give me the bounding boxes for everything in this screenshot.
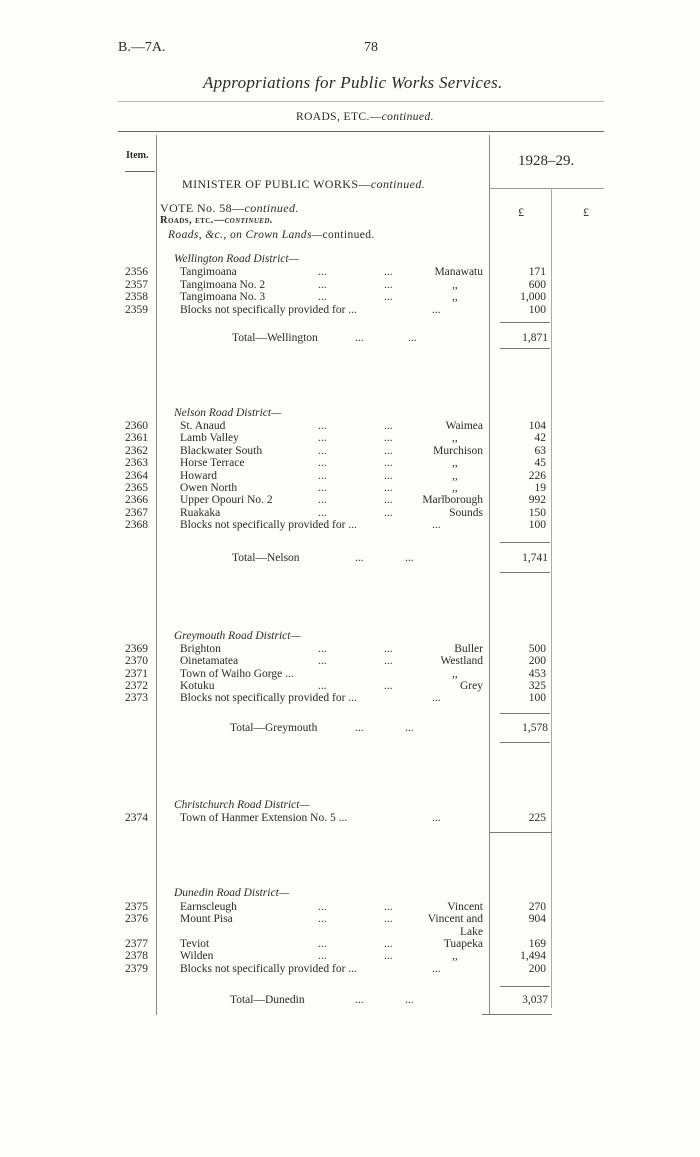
nelson-road-name: Howard bbox=[180, 469, 218, 482]
greymouth-amount: 100 bbox=[528, 692, 546, 705]
nelson-item-number: 2360 bbox=[125, 420, 148, 432]
greymouth-amount: 453 bbox=[528, 667, 546, 680]
wellington-item-number: 2356 bbox=[125, 266, 148, 278]
minister-heading: MINISTER OF PUBLIC WORKS—continued. bbox=[182, 177, 426, 191]
wellington-county: ,, bbox=[452, 278, 458, 291]
greymouth-leader-dots: ... bbox=[384, 643, 393, 655]
wellington-county: ,, bbox=[452, 291, 458, 304]
year-header-rule bbox=[490, 188, 604, 189]
dunedin-item-number: 2375 bbox=[125, 901, 148, 913]
nelson-item-number: 2363 bbox=[125, 457, 148, 470]
dunedin-leader-dots: ... bbox=[384, 937, 393, 950]
dunedin-county: ,, bbox=[452, 950, 458, 963]
table-top-rule bbox=[118, 131, 604, 132]
nelson-heading: Nelson Road District— bbox=[174, 407, 282, 419]
nelson-leader-dots: ... bbox=[384, 420, 393, 432]
nelson-total-dots-2: ... bbox=[405, 552, 414, 564]
nelson-item-number: 2361 bbox=[125, 432, 148, 445]
dunedin-leader-dots: ... bbox=[384, 950, 393, 963]
dunedin-road-name: Wilden bbox=[180, 950, 214, 963]
nelson-road-name: Blackwater South bbox=[180, 444, 263, 457]
nelson-road-name: Lamb Valley bbox=[180, 432, 239, 445]
wellington-county: ... bbox=[432, 303, 441, 316]
nelson-county: Murchison bbox=[433, 444, 483, 457]
item-header-rule bbox=[125, 171, 155, 172]
greymouth-road-name: Blocks not specifically provided for ... bbox=[180, 692, 357, 705]
nelson-item-number: 2362 bbox=[125, 444, 148, 457]
greymouth-total-underline bbox=[500, 742, 550, 743]
nelson-total-dots-1: ... bbox=[355, 552, 364, 564]
greymouth-county: ,, bbox=[452, 667, 458, 680]
dunedin-item-number: 2379 bbox=[125, 962, 148, 975]
item-column-header: Item. bbox=[126, 150, 149, 161]
dunedin-road-name: Earnscleugh bbox=[180, 901, 237, 913]
wellington-road-name: Tangimoana No. 3 bbox=[180, 291, 266, 304]
nelson-amount: 104 bbox=[528, 420, 546, 432]
amount-column-divider bbox=[551, 188, 552, 1008]
dunedin-total-dots-1: ... bbox=[355, 994, 364, 1006]
wellington-road-name: Blocks not specifically provided for ... bbox=[180, 303, 357, 316]
nelson-leader-dots: ... bbox=[384, 432, 393, 445]
nelson-leader-dots: ... bbox=[384, 494, 393, 507]
dunedin-amount: 169 bbox=[528, 937, 546, 950]
nelson-amount: 150 bbox=[528, 506, 546, 519]
nelson-county: Marlborough bbox=[422, 494, 483, 507]
section-subtitle: ROADS, ETC.—continued. bbox=[296, 111, 434, 123]
nelson-county: ... bbox=[432, 519, 441, 532]
dunedin-road-name: Mount Pisa bbox=[180, 913, 233, 926]
dunedin-total-dots-2: ... bbox=[405, 994, 414, 1006]
dunedin-item-number: 2378 bbox=[125, 950, 148, 963]
roads-heading: Roads, etc.—continued. bbox=[160, 215, 273, 226]
wellington-amount: 171 bbox=[528, 266, 546, 278]
nelson-amount: 100 bbox=[528, 519, 546, 532]
greymouth-road-name: Oinetamatea bbox=[180, 655, 239, 668]
wellington-total-underline bbox=[500, 348, 550, 349]
greymouth-county: Westland bbox=[440, 655, 483, 668]
greymouth-road-name: Town of Waiho Gorge ... bbox=[180, 667, 294, 680]
greymouth-total-dots-1: ... bbox=[355, 722, 364, 734]
page-title: Appropriations for Public Works Services. bbox=[203, 73, 503, 92]
year-column-header: 1928–29. bbox=[518, 153, 575, 169]
wellington-item-number: 2357 bbox=[125, 278, 148, 291]
nelson-leader-dots: ... bbox=[318, 432, 327, 445]
nelson-county: Waimea bbox=[445, 420, 483, 432]
page-number: 78 bbox=[364, 40, 378, 55]
wellington-leader-dots: ... bbox=[318, 266, 327, 278]
nelson-item-number: 2365 bbox=[125, 482, 148, 494]
document-reference: B.—7A. bbox=[118, 40, 166, 55]
nelson-road-name: Blocks not specifically provided for ... bbox=[180, 519, 357, 532]
nelson-amount: 63 bbox=[534, 444, 546, 457]
dunedin-total-underline bbox=[482, 1014, 552, 1015]
greymouth-total-amount: 1,578 bbox=[522, 722, 548, 734]
nelson-total-underline bbox=[500, 572, 550, 573]
dunedin-county: Vincent bbox=[447, 901, 483, 913]
nelson-leader-dots: ... bbox=[318, 506, 327, 519]
dunedin-total-label: Total—Dunedin bbox=[230, 994, 305, 1006]
nelson-item-number: 2368 bbox=[125, 519, 148, 532]
greymouth-leader-dots: ... bbox=[384, 655, 393, 668]
dunedin-total-rule bbox=[500, 986, 550, 987]
item-column-divider bbox=[156, 135, 157, 1015]
dunedin-item-number: 2377 bbox=[125, 937, 148, 950]
christchurch-amount: 225 bbox=[528, 812, 546, 824]
greymouth-heading: Greymouth Road District— bbox=[174, 630, 301, 642]
greymouth-leader-dots: ... bbox=[318, 643, 327, 655]
nelson-leader-dots: ... bbox=[384, 457, 393, 470]
dunedin-road-name: Blocks not specifically provided for ... bbox=[180, 962, 357, 975]
nelson-leader-dots: ... bbox=[318, 457, 327, 470]
dunedin-leader-dots: ... bbox=[318, 937, 327, 950]
nelson-total-label: Total—Nelson bbox=[232, 552, 300, 564]
christchurch-heading: Christchurch Road District— bbox=[174, 799, 310, 811]
dunedin-amount: 1,494 bbox=[520, 950, 546, 963]
nelson-amount: 226 bbox=[528, 469, 546, 482]
wellington-leader-dots: ... bbox=[384, 266, 393, 278]
christchurch-item-number: 2374 bbox=[125, 812, 148, 824]
crown-lands-heading: Roads, &c., on Crown Lands—continued. bbox=[168, 229, 375, 241]
wellington-item-number: 2359 bbox=[125, 303, 148, 316]
wellington-total-dots-1: ... bbox=[355, 332, 364, 344]
dunedin-amount: 200 bbox=[528, 962, 546, 975]
dunedin-amount: 270 bbox=[528, 901, 546, 913]
nelson-leader-dots: ... bbox=[384, 506, 393, 519]
wellington-heading: Wellington Road District— bbox=[174, 253, 299, 265]
wellington-amount: 100 bbox=[528, 303, 546, 316]
christchurch-county: ... bbox=[432, 812, 441, 824]
wellington-leader-dots: ... bbox=[318, 278, 327, 291]
pound-sign-1: £ bbox=[518, 205, 524, 219]
wellington-total-rule bbox=[500, 322, 550, 323]
dunedin-leader-dots: ... bbox=[318, 913, 327, 926]
greymouth-amount: 500 bbox=[528, 643, 546, 655]
dunedin-leader-dots: ... bbox=[318, 950, 327, 963]
wellington-leader-dots: ... bbox=[318, 291, 327, 304]
nelson-road-name: Upper Opouri No. 2 bbox=[180, 494, 273, 507]
nelson-county: ,, bbox=[452, 457, 458, 470]
nelson-road-name: Ruakaka bbox=[180, 506, 221, 519]
wellington-total-label: Total—Wellington bbox=[232, 332, 318, 344]
greymouth-county: Grey bbox=[460, 679, 483, 692]
greymouth-item-number: 2372 bbox=[125, 679, 148, 692]
vote-heading: VOTE No. 58—continued. bbox=[160, 201, 299, 215]
greymouth-road-name: Kotuku bbox=[180, 679, 215, 692]
nelson-county: ,, bbox=[452, 469, 458, 482]
dunedin-county: Vincent and bbox=[427, 913, 483, 926]
nelson-amount: 42 bbox=[534, 432, 546, 445]
nelson-item-number: 2367 bbox=[125, 506, 148, 519]
greymouth-item-number: 2373 bbox=[125, 692, 148, 705]
greymouth-total-rule bbox=[500, 713, 550, 714]
greymouth-total-dots-2: ... bbox=[405, 722, 414, 734]
greymouth-leader-dots: ... bbox=[318, 655, 327, 668]
greymouth-item-number: 2370 bbox=[125, 655, 148, 668]
location-column-divider bbox=[489, 135, 490, 1015]
dunedin-county: Tuapeka bbox=[443, 937, 483, 950]
nelson-item-number: 2366 bbox=[125, 494, 148, 507]
nelson-leader-dots: ... bbox=[318, 482, 327, 494]
nelson-county: ,, bbox=[452, 432, 458, 445]
dunedin-leader-dots: ... bbox=[384, 913, 393, 926]
greymouth-item-number: 2371 bbox=[125, 667, 148, 680]
wellington-amount: 600 bbox=[528, 278, 546, 291]
nelson-county: ,, bbox=[452, 482, 458, 494]
greymouth-amount: 325 bbox=[528, 679, 546, 692]
wellington-amount: 1,000 bbox=[520, 291, 546, 304]
wellington-road-name: Tangimoana No. 2 bbox=[180, 278, 266, 291]
dunedin-county: Lake bbox=[460, 925, 483, 938]
nelson-road-name: Owen North bbox=[180, 482, 238, 494]
nelson-county: Sounds bbox=[449, 506, 483, 519]
wellington-total-dots-2: ... bbox=[408, 332, 417, 344]
dunedin-heading: Dunedin Road District— bbox=[174, 887, 289, 899]
nelson-road-name: St. Anaud bbox=[180, 420, 226, 432]
greymouth-total-label: Total—Greymouth bbox=[230, 722, 318, 734]
greymouth-leader-dots: ... bbox=[384, 679, 393, 692]
greymouth-leader-dots: ... bbox=[318, 679, 327, 692]
nelson-amount: 19 bbox=[534, 482, 546, 494]
nelson-leader-dots: ... bbox=[318, 444, 327, 457]
dunedin-leader-dots: ... bbox=[318, 901, 327, 913]
nelson-leader-dots: ... bbox=[384, 444, 393, 457]
dunedin-road-name: Teviot bbox=[180, 937, 210, 950]
greymouth-county: Buller bbox=[454, 643, 483, 655]
greymouth-county: ... bbox=[432, 692, 441, 705]
christchurch-road-name: Town of Hanmer Extension No. 5 ... bbox=[180, 812, 348, 824]
nelson-amount: 45 bbox=[534, 457, 546, 470]
nelson-leader-dots: ... bbox=[318, 494, 327, 507]
greymouth-road-name: Brighton bbox=[180, 643, 221, 655]
nelson-item-number: 2364 bbox=[125, 469, 148, 482]
nelson-leader-dots: ... bbox=[384, 469, 393, 482]
greymouth-amount: 200 bbox=[528, 655, 546, 668]
christchurch-rule bbox=[490, 832, 552, 833]
dunedin-item-number: 2376 bbox=[125, 913, 148, 926]
wellington-item-number: 2358 bbox=[125, 291, 148, 304]
dunedin-amount: 904 bbox=[528, 913, 546, 926]
dunedin-leader-dots: ... bbox=[384, 901, 393, 913]
dunedin-total-amount: 3,037 bbox=[522, 994, 548, 1006]
wellington-county: Manawatu bbox=[434, 266, 483, 278]
pound-sign-2: £ bbox=[583, 205, 589, 219]
wellington-total-amount: 1,871 bbox=[522, 332, 548, 344]
nelson-total-rule bbox=[500, 542, 550, 543]
title-rule bbox=[118, 101, 604, 102]
nelson-total-amount: 1,741 bbox=[522, 552, 548, 564]
nelson-leader-dots: ... bbox=[318, 469, 327, 482]
nelson-leader-dots: ... bbox=[384, 482, 393, 494]
dunedin-county: ... bbox=[432, 962, 441, 975]
wellington-road-name: Tangimoana bbox=[180, 266, 237, 278]
wellington-leader-dots: ... bbox=[384, 291, 393, 304]
greymouth-item-number: 2369 bbox=[125, 643, 148, 655]
nelson-road-name: Horse Terrace bbox=[180, 457, 245, 470]
nelson-leader-dots: ... bbox=[318, 420, 327, 432]
nelson-amount: 992 bbox=[528, 494, 546, 507]
wellington-leader-dots: ... bbox=[384, 278, 393, 291]
